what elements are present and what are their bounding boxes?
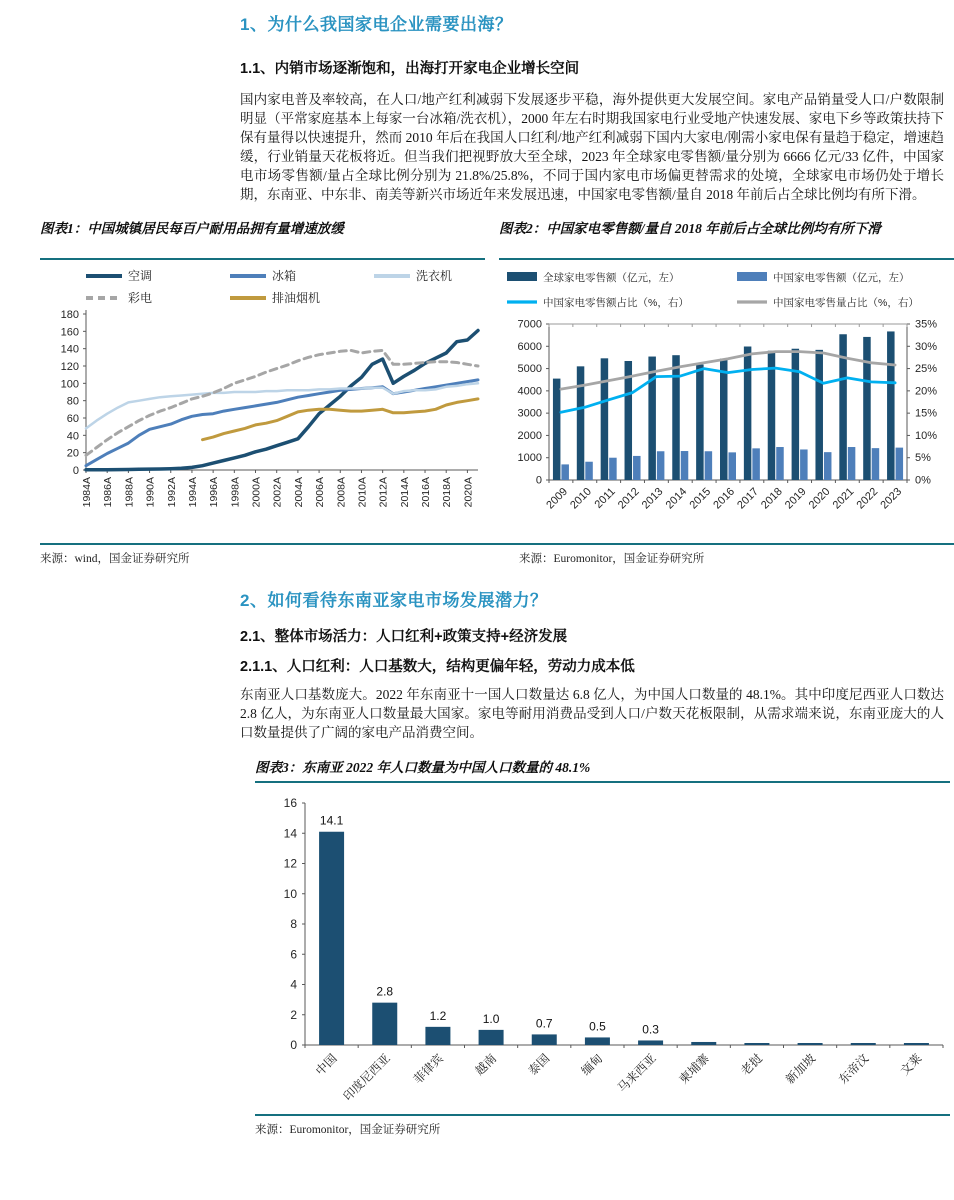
section-2-1-1-subheading: 2.1.1、人口红利：人口基数大，结构更偏年轻，劳动力成本低 (240, 659, 635, 675)
figure-1-title: 图表1：中国城镇居民每百户耐用品拥有量增速放缓 (40, 220, 485, 260)
svg-text:彩电: 彩电 (128, 291, 153, 305)
svg-text:2008A: 2008A (335, 477, 348, 508)
svg-text:3000: 3000 (517, 407, 542, 420)
svg-text:100: 100 (60, 378, 79, 391)
svg-text:10: 10 (283, 886, 297, 901)
figure-3-source: 来源：Euromonitor，国金证券研究所 (255, 1114, 950, 1137)
svg-text:12: 12 (283, 856, 297, 871)
svg-text:马来西亚: 马来西亚 (614, 1051, 659, 1096)
svg-text:中国家电零售额（亿元，左）: 中国家电零售额（亿元，左） (773, 272, 910, 284)
svg-text:15%: 15% (915, 407, 938, 420)
svg-text:14: 14 (283, 826, 297, 841)
svg-text:5%: 5% (915, 452, 931, 465)
figure-1 (40, 220, 485, 541)
section-2-1-subheading: 2.1、整体市场活力：人口红利+政策支持+经济发展 (240, 629, 568, 645)
svg-text:25%: 25% (915, 363, 938, 376)
svg-text:160: 160 (60, 326, 79, 339)
svg-text:120: 120 (60, 361, 79, 373)
svg-text:1994A: 1994A (186, 477, 199, 508)
svg-text:2022: 2022 (854, 485, 881, 512)
figure-row (40, 220, 954, 541)
svg-text:1.2: 1.2 (429, 1008, 447, 1023)
svg-text:2020: 2020 (806, 485, 833, 512)
svg-text:4000: 4000 (517, 385, 542, 398)
svg-text:0%: 0% (915, 474, 931, 487)
svg-text:2000A: 2000A (250, 477, 263, 508)
svg-text:4: 4 (290, 977, 297, 992)
svg-text:2009: 2009 (544, 485, 571, 512)
svg-text:2020A: 2020A (462, 477, 475, 508)
svg-text:缅甸: 缅甸 (578, 1051, 606, 1079)
svg-text:泰国: 泰国 (525, 1051, 553, 1079)
figure2-chart (499, 264, 954, 536)
svg-text:7000: 7000 (517, 318, 542, 331)
paragraph-2: 东南亚人口基数庞大。2022 年东南亚十一国人口数量达 6.8 亿人，为中国人口数量的 48.1%。其中印度尼西亚人口数达 2.8 亿人，为东南亚人口数量最大国家。家电等耐用消费品受到人口/户数天花板限制，从需求端来说，东南亚庞大的人口数量提供了广阔的家电产品消费空间。 (240, 687, 944, 740)
svg-text:2021: 2021 (830, 485, 857, 512)
svg-text:5000: 5000 (517, 363, 542, 376)
svg-text:2012A: 2012A (377, 477, 390, 508)
svg-text:0: 0 (72, 465, 79, 477)
svg-text:2016A: 2016A (420, 477, 433, 508)
svg-text:30%: 30% (915, 340, 938, 353)
section-2-heading: 2、如何看待东南亚家电市场发展潜力？ (240, 591, 548, 610)
svg-text:2012: 2012 (615, 485, 642, 512)
svg-text:1996A: 1996A (208, 477, 221, 508)
svg-text:2023: 2023 (878, 485, 905, 512)
svg-text:空调: 空调 (128, 269, 153, 283)
svg-text:35%: 35% (915, 318, 938, 331)
figure-2-title: 图表2：中国家电零售额/量自 2018 年前后占全球比例均有所下滑 (499, 220, 954, 260)
svg-text:0.5: 0.5 (589, 1019, 606, 1034)
svg-text:2: 2 (290, 1007, 297, 1022)
svg-text:中国家电零售量占比（%，右）: 中国家电零售量占比（%，右） (773, 297, 919, 309)
svg-text:老挝: 老挝 (738, 1051, 766, 1079)
svg-text:2019: 2019 (782, 485, 809, 512)
svg-text:文莱: 文莱 (897, 1051, 925, 1079)
svg-text:1986A: 1986A (102, 477, 115, 508)
svg-text:0: 0 (535, 474, 542, 487)
svg-text:2010A: 2010A (356, 477, 369, 508)
svg-text:0.3: 0.3 (642, 1022, 659, 1037)
figure3-chart (255, 787, 950, 1105)
svg-text:2002A: 2002A (271, 477, 284, 508)
svg-text:20: 20 (66, 447, 79, 460)
svg-text:中国家电零售额占比（%，右）: 中国家电零售额占比（%，右） (543, 297, 689, 309)
svg-text:1992A: 1992A (165, 477, 178, 508)
svg-text:1000: 1000 (517, 452, 542, 465)
svg-text:10%: 10% (915, 429, 938, 442)
svg-text:1984A: 1984A (81, 477, 93, 508)
svg-text:1990A: 1990A (144, 477, 157, 508)
svg-text:2004A: 2004A (292, 477, 305, 508)
svg-text:菲律宾: 菲律宾 (410, 1051, 447, 1087)
svg-text:1.0: 1.0 (482, 1011, 500, 1026)
svg-text:2000: 2000 (517, 429, 542, 442)
svg-text:1998A: 1998A (229, 477, 242, 508)
section-1-1-subheading: 1.1、内销市场逐渐饱和，出海打开家电企业增长空间 (240, 61, 580, 77)
svg-text:柬埔寨: 柬埔寨 (676, 1051, 712, 1087)
svg-text:东帝汶: 东帝汶 (836, 1051, 872, 1087)
svg-text:印度尼西亚: 印度尼西亚 (340, 1051, 393, 1104)
paragraph-1: 国内家电普及率较高，在人口/地产红利减弱下发展逐步平稳，海外提供更大发展空间。家电产品销量受人口/户数限制明显（平常家庭基本上每家一台冰箱/洗衣机），2000 年左右时期我国家电行业受地产快速发展、家电下乡等政策扶持下保有量得以快速提升，然而 2010 年后在我国人口红利/地产红利减弱下国内大家电/刚需小家电保有量趋于稳定，增速趋缓，行业销量天花板将近。但当我们把视野放大至全球，2023 年全球家电零售额/量分别为 6666 亿元/33 亿件，中国家电市场零售额/量占全球比例分别为 21.8%/25.8%，不同于国内家电市场偏更替需求的处境，全球家电市场仍处于增长期，东南亚、中东非、南美等新兴市场近年来发展迅速，中国家电零售额/量自 2018 年前后占全球比例均有所下滑。 (240, 92, 944, 202)
svg-text:冰箱: 冰箱 (272, 269, 297, 283)
svg-text:40: 40 (66, 430, 79, 443)
svg-text:中国: 中国 (312, 1051, 340, 1079)
svg-text:6: 6 (290, 947, 297, 962)
svg-text:2011: 2011 (592, 485, 618, 511)
svg-text:2006A: 2006A (314, 477, 327, 508)
svg-text:2018A: 2018A (441, 477, 454, 508)
figure-3-title: 图表3：东南亚 2022 年人口数量为中国人口数量的 48.1% (255, 756, 950, 783)
figure-2-source: 来源：Euromonitor，国金证券研究所 (519, 553, 705, 565)
svg-text:140: 140 (60, 343, 79, 356)
figure1-chart (40, 264, 485, 536)
svg-text:2013: 2013 (639, 485, 666, 512)
figure-1-source: 来源：wind，国金证券研究所 (40, 553, 190, 565)
svg-text:新加坡: 新加坡 (782, 1051, 819, 1087)
svg-text:全球家电零售额（亿元，左）: 全球家电零售额（亿元，左） (543, 272, 680, 284)
svg-text:8: 8 (290, 917, 297, 931)
svg-text:180: 180 (60, 309, 79, 321)
svg-text:洗衣机: 洗衣机 (416, 269, 453, 283)
svg-text:60: 60 (66, 413, 79, 425)
svg-text:排油烟机: 排油烟机 (272, 291, 321, 305)
svg-text:0: 0 (290, 1038, 297, 1052)
svg-text:越南: 越南 (472, 1051, 500, 1079)
svg-text:16: 16 (283, 796, 297, 810)
svg-text:6000: 6000 (517, 340, 542, 353)
svg-text:80: 80 (66, 395, 79, 408)
sources-row (40, 543, 954, 566)
svg-text:2018: 2018 (759, 485, 785, 512)
svg-text:2010: 2010 (568, 485, 594, 512)
section-1-heading: 1、为什么我国家电企业需要出海？ (240, 15, 513, 34)
svg-text:2014: 2014 (663, 485, 690, 512)
figure-3 (255, 756, 950, 1137)
svg-text:20%: 20% (915, 385, 938, 398)
svg-text:2.8: 2.8 (376, 984, 394, 999)
svg-text:0.7: 0.7 (535, 1016, 553, 1031)
figure-2 (499, 220, 954, 541)
svg-text:2014A: 2014A (398, 477, 411, 508)
svg-text:1988A: 1988A (123, 477, 136, 508)
svg-text:2016: 2016 (711, 485, 738, 512)
svg-text:2017: 2017 (735, 485, 761, 512)
svg-text:14.1: 14.1 (319, 813, 344, 828)
svg-text:2015: 2015 (687, 485, 714, 512)
